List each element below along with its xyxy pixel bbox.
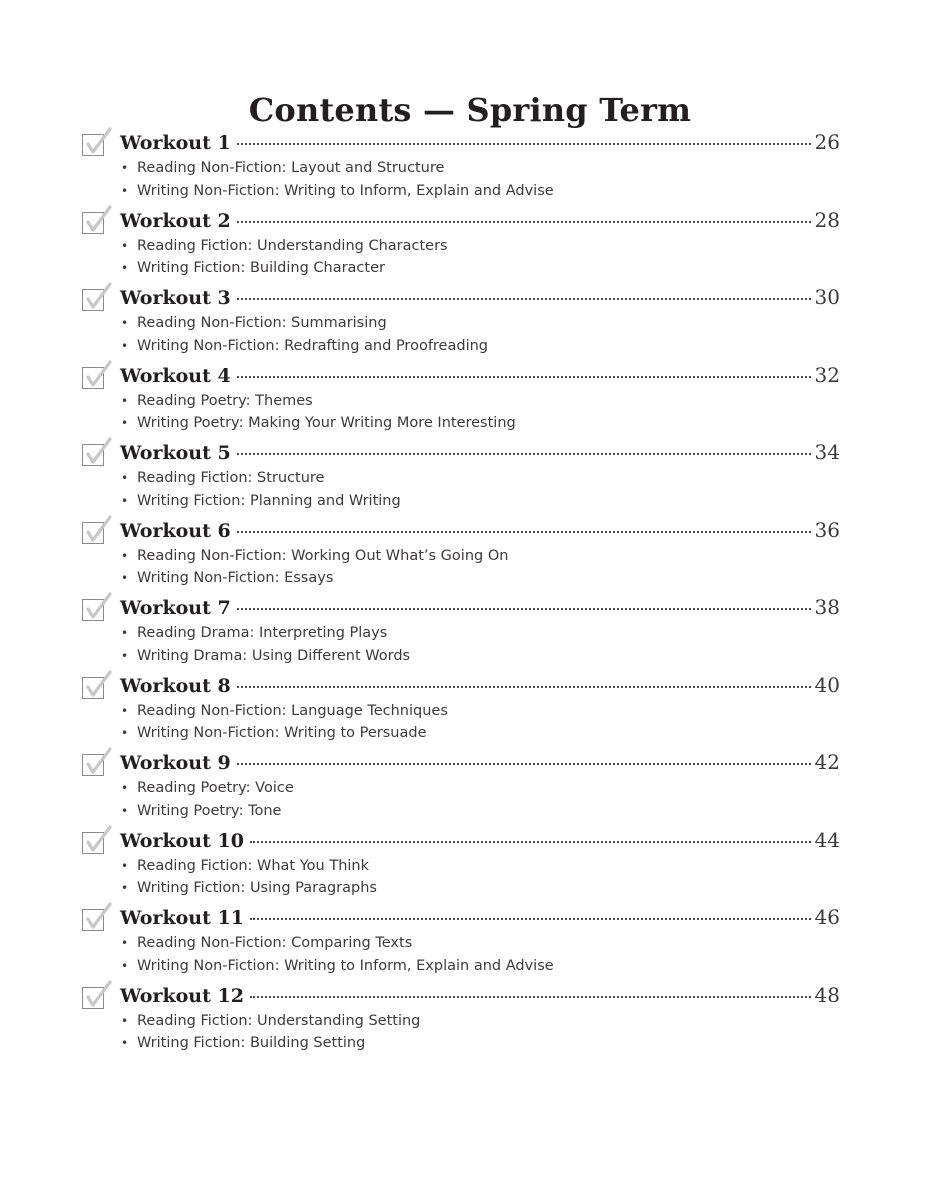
- toc-entry-12: [0, 983, 940, 1061]
- dot-leader: [237, 221, 811, 223]
- bullet-icon: •: [121, 238, 129, 253]
- checkmark-icon: [83, 592, 113, 622]
- toc-entry-heading[interactable]: [120, 905, 840, 935]
- topic-item: [121, 467, 401, 490]
- topic-list: [121, 312, 488, 357]
- topic-item: [121, 545, 508, 568]
- topic-item: [121, 700, 448, 723]
- page-number: 32: [814, 362, 840, 387]
- topic-text: Reading Non-Fiction: Summarising: [137, 315, 387, 331]
- topic-item: [121, 645, 410, 668]
- bullet-icon: •: [121, 1013, 129, 1028]
- page-number: 40: [814, 672, 840, 697]
- checkmark-icon: [83, 205, 113, 235]
- topic-text: Reading Non-Fiction: Layout and Structure: [137, 160, 445, 176]
- workout-title: Workout 1: [120, 132, 231, 154]
- bullet-icon: •: [121, 393, 129, 408]
- toc-entry-1: [0, 130, 940, 208]
- bullet-icon: •: [121, 626, 129, 640]
- checked-checkbox-icon[interactable]: [82, 212, 104, 234]
- topic-list: [121, 855, 377, 900]
- dot-leader: [237, 376, 811, 378]
- toc-entry-10: [0, 828, 940, 906]
- bullet-icon: •: [121, 571, 129, 585]
- toc-entry-3: [0, 285, 940, 363]
- checked-checkbox-icon[interactable]: [82, 599, 104, 621]
- checked-checkbox-icon[interactable]: [82, 987, 104, 1009]
- bullet-icon: •: [121, 471, 129, 485]
- topic-text: Writing Fiction: Building Character: [137, 260, 385, 276]
- topic-text: Reading Fiction: Understanding Characters: [137, 237, 448, 254]
- checked-checkbox-icon[interactable]: [82, 909, 104, 931]
- topic-text: Writing Non-Fiction: Writing to Inform, Explain and Advise: [137, 957, 554, 974]
- bullet-icon: •: [121, 726, 129, 740]
- checked-checkbox-icon[interactable]: [82, 367, 104, 389]
- topic-text: Reading Fiction: What You Think: [137, 857, 369, 874]
- topic-item: [121, 777, 294, 800]
- bullet-icon: •: [121, 416, 129, 430]
- workout-title: Workout 10: [120, 829, 244, 852]
- toc-entry-6: [0, 518, 940, 596]
- toc-entry-heading[interactable]: [120, 130, 840, 160]
- bullet-icon: •: [121, 493, 129, 508]
- topic-item: [121, 312, 488, 335]
- topic-item: [121, 335, 488, 358]
- toc-entry-7: [0, 595, 940, 673]
- topic-item: [121, 490, 401, 513]
- checked-checkbox-icon[interactable]: [82, 677, 104, 699]
- topic-list: [121, 700, 448, 745]
- topic-item: [121, 877, 377, 900]
- checkmark-icon: [83, 825, 113, 855]
- checkmark-icon: [83, 747, 113, 777]
- checkmark-icon: [83, 980, 113, 1010]
- toc-entry-8: [0, 673, 940, 751]
- topic-list: [121, 777, 294, 822]
- topic-list: [121, 1010, 420, 1055]
- dot-leader: [237, 531, 811, 533]
- checkmark-icon: [83, 437, 113, 467]
- page-number: 34: [814, 440, 840, 464]
- toc-entry-heading[interactable]: [120, 285, 840, 315]
- topic-item: [121, 157, 554, 180]
- toc-entry-9: [0, 750, 940, 828]
- bullet-icon: •: [121, 261, 129, 275]
- topic-item: [121, 855, 377, 878]
- topic-text: Reading Fiction: Structure: [137, 470, 325, 486]
- checkmark-icon: [83, 282, 113, 312]
- topic-text: Reading Non-Fiction: Comparing Texts: [137, 935, 413, 951]
- page-number: 44: [814, 827, 840, 852]
- topic-text: Writing Poetry: Making Your Writing More Interesting: [137, 415, 516, 431]
- topic-list: [121, 390, 516, 435]
- workout-title: Workout 2: [120, 209, 231, 232]
- checked-checkbox-icon[interactable]: [82, 522, 104, 544]
- toc-entry-heading[interactable]: [120, 518, 840, 548]
- dot-leader: [237, 763, 811, 765]
- topic-list: [121, 932, 554, 977]
- workout-title: Workout 7: [120, 597, 231, 619]
- checkmark-icon: [83, 127, 113, 157]
- bullet-icon: •: [121, 803, 129, 818]
- bullet-icon: •: [121, 161, 129, 175]
- bullet-icon: •: [121, 648, 129, 663]
- bullet-icon: •: [121, 936, 129, 950]
- dot-leader: [237, 453, 811, 455]
- bullet-icon: •: [121, 703, 129, 718]
- dot-leader: [250, 918, 811, 920]
- workout-title: Workout 4: [120, 364, 231, 387]
- topic-item: [121, 955, 554, 978]
- checkmark-icon: [83, 670, 113, 700]
- workout-title: Workout 5: [120, 442, 231, 464]
- toc-entry-heading[interactable]: [120, 750, 840, 780]
- checked-checkbox-icon[interactable]: [82, 444, 104, 466]
- bullet-icon: •: [121, 958, 129, 973]
- dot-leader: [237, 298, 811, 300]
- page-number: 42: [814, 750, 840, 774]
- bullet-icon: •: [121, 338, 129, 353]
- checked-checkbox-icon[interactable]: [82, 134, 104, 156]
- topic-text: Writing Non-Fiction: Essays: [137, 570, 334, 586]
- topic-text: Writing Fiction: Building Setting: [137, 1035, 366, 1051]
- workout-title: Workout 12: [120, 984, 244, 1007]
- bullet-icon: •: [121, 316, 129, 330]
- checked-checkbox-icon[interactable]: [82, 754, 104, 776]
- topic-text: Reading Drama: Interpreting Plays: [137, 625, 388, 641]
- topic-text: Writing Non-Fiction: Redrafting and Proofreading: [137, 337, 488, 354]
- topic-text: Reading Non-Fiction: Language Techniques: [137, 702, 448, 719]
- page-number: 38: [814, 595, 840, 619]
- checkmark-icon: [83, 515, 113, 545]
- workout-title: Workout 6: [120, 519, 231, 542]
- checkmark-icon: [83, 902, 113, 932]
- page-number: 48: [814, 982, 840, 1007]
- bullet-icon: •: [121, 881, 129, 895]
- dot-leader: [237, 686, 811, 688]
- toc-entry-heading[interactable]: [120, 208, 840, 238]
- topic-text: Writing Drama: Using Different Words: [137, 647, 411, 664]
- bullet-icon: •: [121, 1036, 129, 1050]
- workout-title: Workout 11: [120, 907, 244, 929]
- topic-text: Reading Poetry: Voice: [137, 780, 294, 796]
- topic-item: [121, 235, 448, 258]
- topic-text: Writing Non-Fiction: Writing to Inform, Explain and Advise: [137, 182, 554, 199]
- toc-entry-heading[interactable]: [120, 673, 840, 703]
- toc-entry-11: [0, 905, 940, 983]
- page-number: 26: [814, 130, 840, 154]
- dot-leader: [237, 608, 811, 610]
- bullet-icon: •: [121, 183, 129, 198]
- workout-title: Workout 8: [120, 674, 231, 697]
- topic-list: [121, 467, 401, 512]
- toc-entry-4: [0, 363, 940, 441]
- topic-item: [121, 722, 448, 745]
- checkmark-icon: [83, 360, 113, 390]
- bullet-icon: •: [121, 781, 129, 795]
- checked-checkbox-icon[interactable]: [82, 832, 104, 854]
- toc-entry-heading[interactable]: [120, 440, 840, 470]
- toc-entry-2: [0, 208, 940, 286]
- page-number: 36: [814, 517, 840, 542]
- topic-list: [121, 545, 508, 590]
- topic-text: Writing Non-Fiction: Writing to Persuade: [137, 725, 427, 741]
- topic-text: Writing Poetry: Tone: [137, 802, 282, 819]
- page-title: Contents — Spring Term: [248, 91, 692, 130]
- topic-text: Reading Fiction: Understanding Setting: [137, 1012, 421, 1029]
- toc-entry-heading[interactable]: [120, 595, 840, 625]
- topic-item: [121, 622, 410, 645]
- topic-item: [121, 257, 448, 280]
- workout-title: Workout 3: [120, 287, 231, 309]
- topic-list: [121, 622, 410, 667]
- topic-item: [121, 180, 554, 203]
- topic-item: [121, 390, 516, 413]
- page-number: 46: [814, 905, 840, 929]
- page-number: 30: [814, 285, 840, 309]
- workout-title: Workout 9: [120, 752, 231, 774]
- toc-entry-heading[interactable]: [120, 828, 840, 858]
- topic-item: [121, 567, 508, 590]
- dot-leader: [250, 841, 811, 843]
- topic-item: [121, 800, 294, 823]
- bullet-icon: •: [121, 858, 129, 873]
- topic-item: [121, 932, 554, 955]
- toc-entry-5: [0, 440, 940, 518]
- toc-entry-heading[interactable]: [120, 363, 840, 393]
- topic-item: [121, 1010, 420, 1033]
- topic-text: Writing Fiction: Using Paragraphs: [137, 880, 377, 896]
- topic-text: Reading Poetry: Themes: [137, 392, 313, 409]
- topic-list: [121, 157, 554, 202]
- topic-text: Writing Fiction: Planning and Writing: [137, 492, 401, 509]
- toc-entry-heading[interactable]: [120, 983, 840, 1013]
- dot-leader: [237, 143, 811, 145]
- topic-text: Reading Non-Fiction: Working Out What’s Going On: [137, 547, 509, 564]
- checked-checkbox-icon[interactable]: [82, 289, 104, 311]
- page-number: 28: [814, 207, 840, 232]
- topic-item: [121, 1032, 420, 1055]
- topic-list: [121, 235, 448, 280]
- dot-leader: [250, 996, 811, 998]
- topic-item: [121, 412, 516, 435]
- bullet-icon: •: [121, 548, 129, 563]
